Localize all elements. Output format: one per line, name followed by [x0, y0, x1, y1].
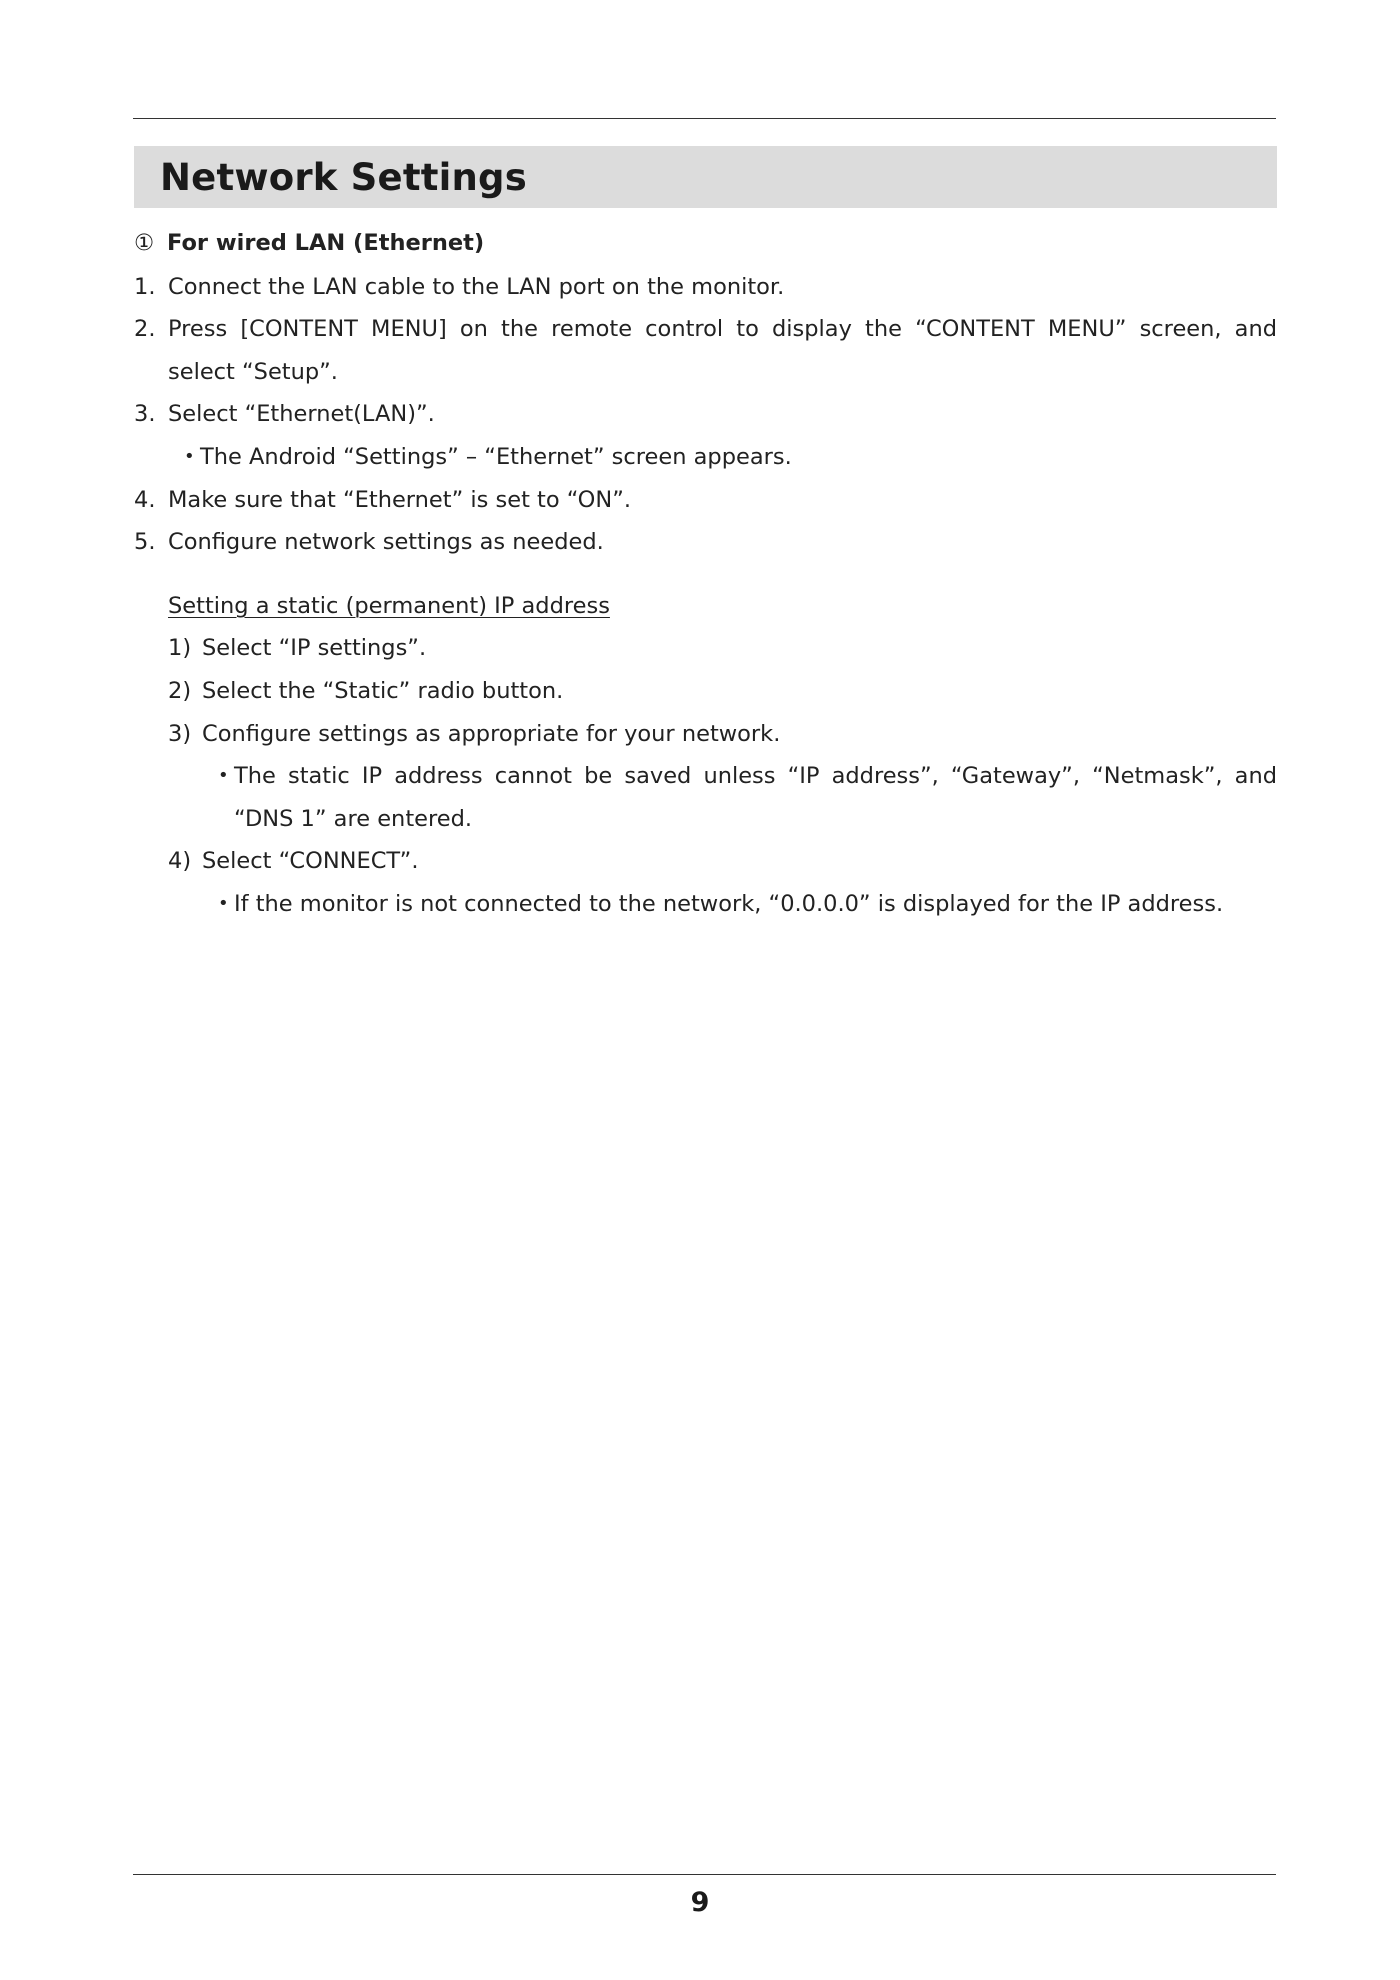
step-text: Connect the LAN cable to the LAN port on the monitor. — [168, 273, 785, 300]
step-text: Configure network settings as needed. — [168, 529, 604, 556]
sub-step-number: 4) — [168, 848, 192, 875]
sub-step-text: Select “CONNECT”. — [202, 848, 419, 875]
page-number: 9 — [690, 1887, 710, 1918]
static-ip-heading: Setting a static (permanent) IP address — [168, 592, 610, 619]
header-rule — [133, 118, 1276, 119]
bullet-icon: • — [184, 445, 195, 467]
section-heading — [134, 222, 1277, 265]
step-4 — [134, 479, 1277, 522]
step-number: 1. — [134, 273, 156, 300]
static-ip-step-4 — [134, 840, 1277, 883]
note-text: The static IP address cannot be saved unless “IP address”, “Gateway”, “Netmask”, and — [234, 763, 1277, 790]
static-ip-step-1 — [134, 627, 1277, 670]
section-heading-text: For wired LAN (Ethernet) — [167, 230, 485, 256]
step-2-continuation — [134, 351, 1277, 394]
step-5 — [134, 521, 1277, 564]
static-ip-step-3-note — [134, 755, 1277, 798]
spacer — [134, 564, 1277, 585]
step-text: Select “Ethernet(LAN)”. — [168, 401, 435, 428]
page-title: Network Settings — [160, 155, 527, 199]
static-ip-step-2 — [134, 670, 1277, 713]
step-number: 5. — [134, 529, 156, 556]
step-number: 2. — [134, 316, 156, 343]
sub-step-number: 3) — [168, 720, 192, 747]
note-continuation-text: “DNS 1” are entered. — [234, 805, 473, 832]
sub-step-text: Select the “Static” radio button. — [202, 677, 564, 704]
step-continuation-text: select “Setup”. — [168, 358, 338, 385]
step-number: 3. — [134, 401, 156, 428]
document-body — [134, 222, 1277, 926]
note-text: If the monitor is not connected to the network, “0.0.0.0” is displayed for the IP address. — [234, 890, 1224, 917]
circled-number-marker: ① — [134, 230, 155, 256]
step-3-note — [134, 436, 1277, 479]
sub-step-text: Select “IP settings”. — [202, 635, 427, 662]
static-ip-step-3-note-continuation — [134, 798, 1277, 841]
step-text: Press [CONTENT MENU] on the remote control to display the “CONTENT MENU” screen, and — [168, 316, 1277, 343]
sub-step-number: 1) — [168, 635, 192, 662]
static-ip-step-3 — [134, 713, 1277, 756]
bullet-icon: • — [218, 765, 229, 787]
bullet-icon: • — [218, 892, 229, 914]
sub-step-number: 2) — [168, 677, 192, 704]
step-text: Make sure that “Ethernet” is set to “ON”. — [168, 486, 631, 513]
footer-rule — [133, 1874, 1276, 1875]
step-3 — [134, 393, 1277, 436]
step-1 — [134, 266, 1277, 309]
step-number: 4. — [134, 486, 156, 513]
step-2 — [134, 308, 1277, 351]
note-text: The Android “Settings” – “Ethernet” screen appears. — [200, 443, 792, 470]
title-bar — [134, 146, 1277, 208]
static-ip-step-4-note — [134, 883, 1277, 926]
sub-step-text: Configure settings as appropriate for your network. — [202, 720, 781, 747]
